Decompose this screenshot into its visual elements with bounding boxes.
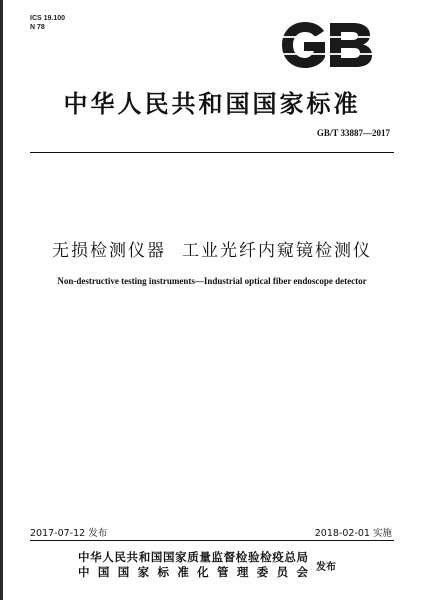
issued-label: 发布: [316, 562, 336, 573]
logo-stripe-top: [280, 36, 374, 38]
logo-stripe-bottom: [280, 53, 374, 55]
chinese-title-part1: 无损检测仪器: [52, 241, 166, 261]
chinese-title: [0, 236, 424, 261]
chinese-title-part2: 工业光纤内窥镜检测仪: [182, 241, 372, 261]
issuing-authorities: [78, 550, 308, 580]
classification-codes: [30, 15, 65, 32]
ics-code: ICS 19.100: [30, 15, 66, 22]
standard-number: GB/T 33887—2017: [316, 128, 390, 138]
header-divider: [30, 152, 394, 153]
logo-letter-b: [330, 23, 372, 67]
implementation-date: 2018-02-01 实施: [314, 528, 392, 539]
gb-standard-logo: [280, 20, 374, 70]
logo-letter-g: [282, 22, 325, 68]
issue-date: 2017-07-12 发布: [30, 528, 108, 539]
ccs-code: N 78: [30, 23, 45, 31]
left-edge-border: [0, 0, 3, 600]
english-title: Non-destructive testing instruments—Industrial optical fiber endoscope detector: [57, 276, 367, 286]
footer-divider: [30, 540, 394, 541]
issuer-aqsiq: 中华人民共和国国家质量监督检验检疫总局: [78, 550, 308, 564]
issuer-sac: 中国国家标准化管理委员会: [78, 565, 308, 579]
national-standard-title: 中华人民共和国国家标准: [63, 90, 361, 118]
